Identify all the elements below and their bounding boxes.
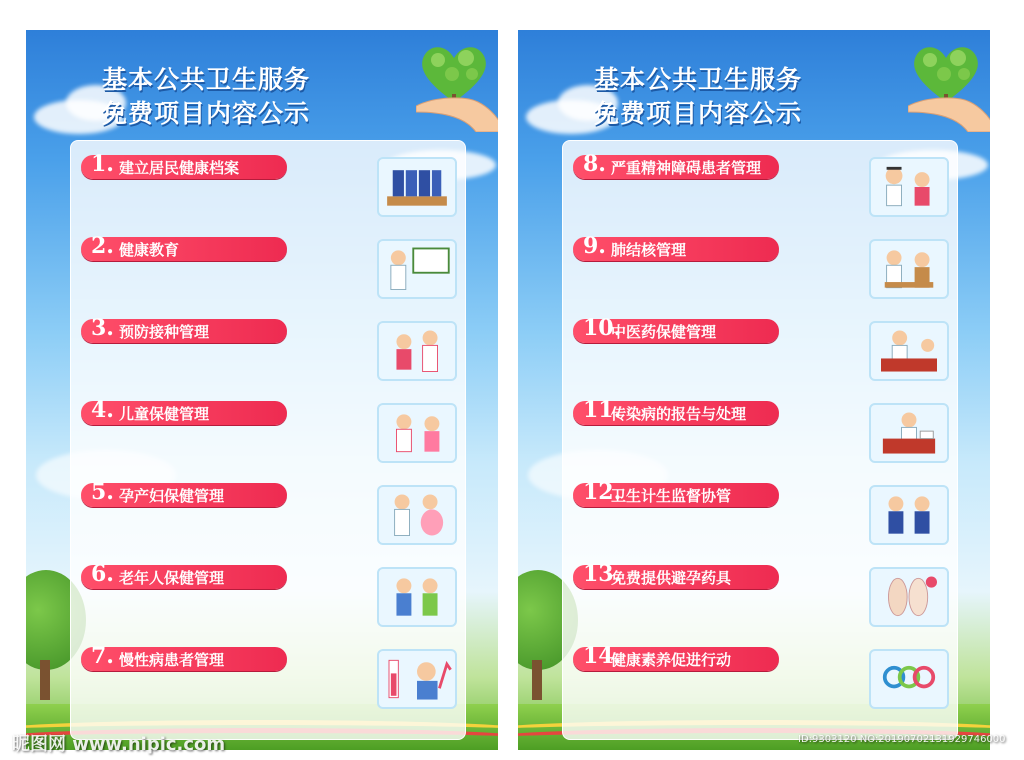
section-number: 8. bbox=[583, 151, 606, 177]
mental-health-icon bbox=[869, 157, 949, 217]
section-number: 10. bbox=[583, 315, 622, 341]
section-health-literacy bbox=[569, 643, 955, 719]
section-contraceptives bbox=[569, 561, 955, 637]
section-title: 健康素养促进行动 bbox=[611, 651, 732, 669]
health-literacy-logo-icon bbox=[869, 649, 949, 709]
section-description bbox=[575, 675, 865, 719]
section-header bbox=[81, 643, 287, 671]
content-panel bbox=[70, 140, 466, 740]
section-child-health bbox=[77, 397, 463, 473]
section-title: 传染病的报告与处理 bbox=[611, 405, 747, 423]
children-icon bbox=[377, 403, 457, 463]
pregnant-woman-icon bbox=[377, 485, 457, 545]
section-description bbox=[83, 183, 373, 227]
blood-pressure-icon bbox=[377, 649, 457, 709]
section-title: 卫生计生监督协管 bbox=[611, 487, 732, 505]
poster-right bbox=[518, 30, 990, 750]
section-description bbox=[575, 265, 865, 309]
section-elderly-health bbox=[77, 561, 463, 637]
section-description bbox=[83, 511, 373, 555]
section-title: 孕产妇保健管理 bbox=[119, 487, 225, 505]
section-tuberculosis bbox=[569, 233, 955, 309]
section-header bbox=[81, 315, 287, 343]
section-description bbox=[83, 429, 373, 473]
section-title: 老年人保健管理 bbox=[119, 569, 225, 587]
section-health-education bbox=[77, 233, 463, 309]
section-header bbox=[573, 151, 779, 179]
section-title: 慢性病患者管理 bbox=[119, 651, 225, 669]
section-number: 3. bbox=[91, 315, 114, 341]
section-number: 2. bbox=[91, 233, 114, 259]
section-maternal-health bbox=[77, 479, 463, 555]
section-number: 9. bbox=[583, 233, 606, 259]
section-number: 14. bbox=[583, 643, 622, 669]
section-health-supervision bbox=[569, 479, 955, 555]
section-number: 1. bbox=[91, 151, 114, 177]
poster-left bbox=[26, 30, 498, 750]
section-title: 肺结核管理 bbox=[611, 241, 687, 259]
image-id-watermark: ID:9303120 NO:20190702131929746000 bbox=[798, 734, 1006, 745]
doctor-teaching-icon bbox=[377, 239, 457, 299]
inspectors-icon bbox=[869, 485, 949, 545]
section-infectious-disease bbox=[569, 397, 955, 473]
binders-illustration-icon bbox=[377, 157, 457, 217]
section-tcm-health bbox=[569, 315, 955, 391]
section-header bbox=[573, 397, 779, 425]
section-description bbox=[575, 593, 865, 637]
poster-title-line1: 基本公共卫生服务 bbox=[593, 65, 802, 94]
section-header bbox=[81, 479, 287, 507]
contraceptive-icon bbox=[869, 567, 949, 627]
section-header bbox=[573, 233, 779, 261]
hand-icon bbox=[416, 92, 498, 132]
elderly-couple-icon bbox=[377, 567, 457, 627]
poster-title-line2: 免费项目内容公示 bbox=[101, 99, 310, 128]
poster-title-line2: 免费项目内容公示 bbox=[593, 99, 802, 128]
section-mental-disorder bbox=[569, 151, 955, 227]
section-title: 严重精神障碍患者管理 bbox=[611, 159, 762, 177]
section-description bbox=[575, 511, 865, 555]
section-number: 13. bbox=[583, 561, 622, 587]
section-number: 12. bbox=[583, 479, 622, 505]
section-header bbox=[573, 643, 779, 671]
section-description bbox=[575, 183, 865, 227]
hand-icon bbox=[908, 92, 990, 132]
section-description bbox=[83, 593, 373, 637]
section-title: 儿童保健管理 bbox=[119, 405, 210, 423]
site-watermark: 昵图网 www.nipic.com bbox=[12, 734, 226, 755]
section-description bbox=[575, 347, 865, 391]
section-header bbox=[81, 151, 287, 179]
nurse-child-icon bbox=[377, 321, 457, 381]
section-title: 建立居民健康档案 bbox=[119, 159, 240, 177]
section-header bbox=[81, 397, 287, 425]
section-chronic-disease bbox=[77, 643, 463, 719]
doctor-patient-icon bbox=[869, 239, 949, 299]
section-number: 5. bbox=[91, 479, 114, 505]
section-title: 预防接种管理 bbox=[119, 323, 210, 341]
section-header bbox=[573, 561, 779, 589]
section-number: 11. bbox=[583, 397, 622, 423]
report-desk-icon bbox=[869, 403, 949, 463]
section-description bbox=[575, 429, 865, 473]
section-description bbox=[83, 347, 373, 391]
section-title: 中医药保健管理 bbox=[611, 323, 717, 341]
section-header bbox=[81, 561, 287, 589]
section-vaccination bbox=[77, 315, 463, 391]
section-number: 6. bbox=[91, 561, 114, 587]
section-number: 7. bbox=[91, 643, 114, 669]
tcm-consultation-icon bbox=[869, 321, 949, 381]
section-title: 免费提供避孕药具 bbox=[611, 569, 732, 587]
section-health-records bbox=[77, 151, 463, 227]
section-header bbox=[573, 479, 779, 507]
section-header bbox=[81, 233, 287, 261]
section-number: 4. bbox=[91, 397, 114, 423]
section-description bbox=[83, 675, 373, 719]
section-title: 健康教育 bbox=[119, 241, 180, 259]
content-panel bbox=[562, 140, 958, 740]
section-header bbox=[573, 315, 779, 343]
section-description bbox=[83, 265, 373, 309]
poster-title-line1: 基本公共卫生服务 bbox=[101, 65, 310, 94]
